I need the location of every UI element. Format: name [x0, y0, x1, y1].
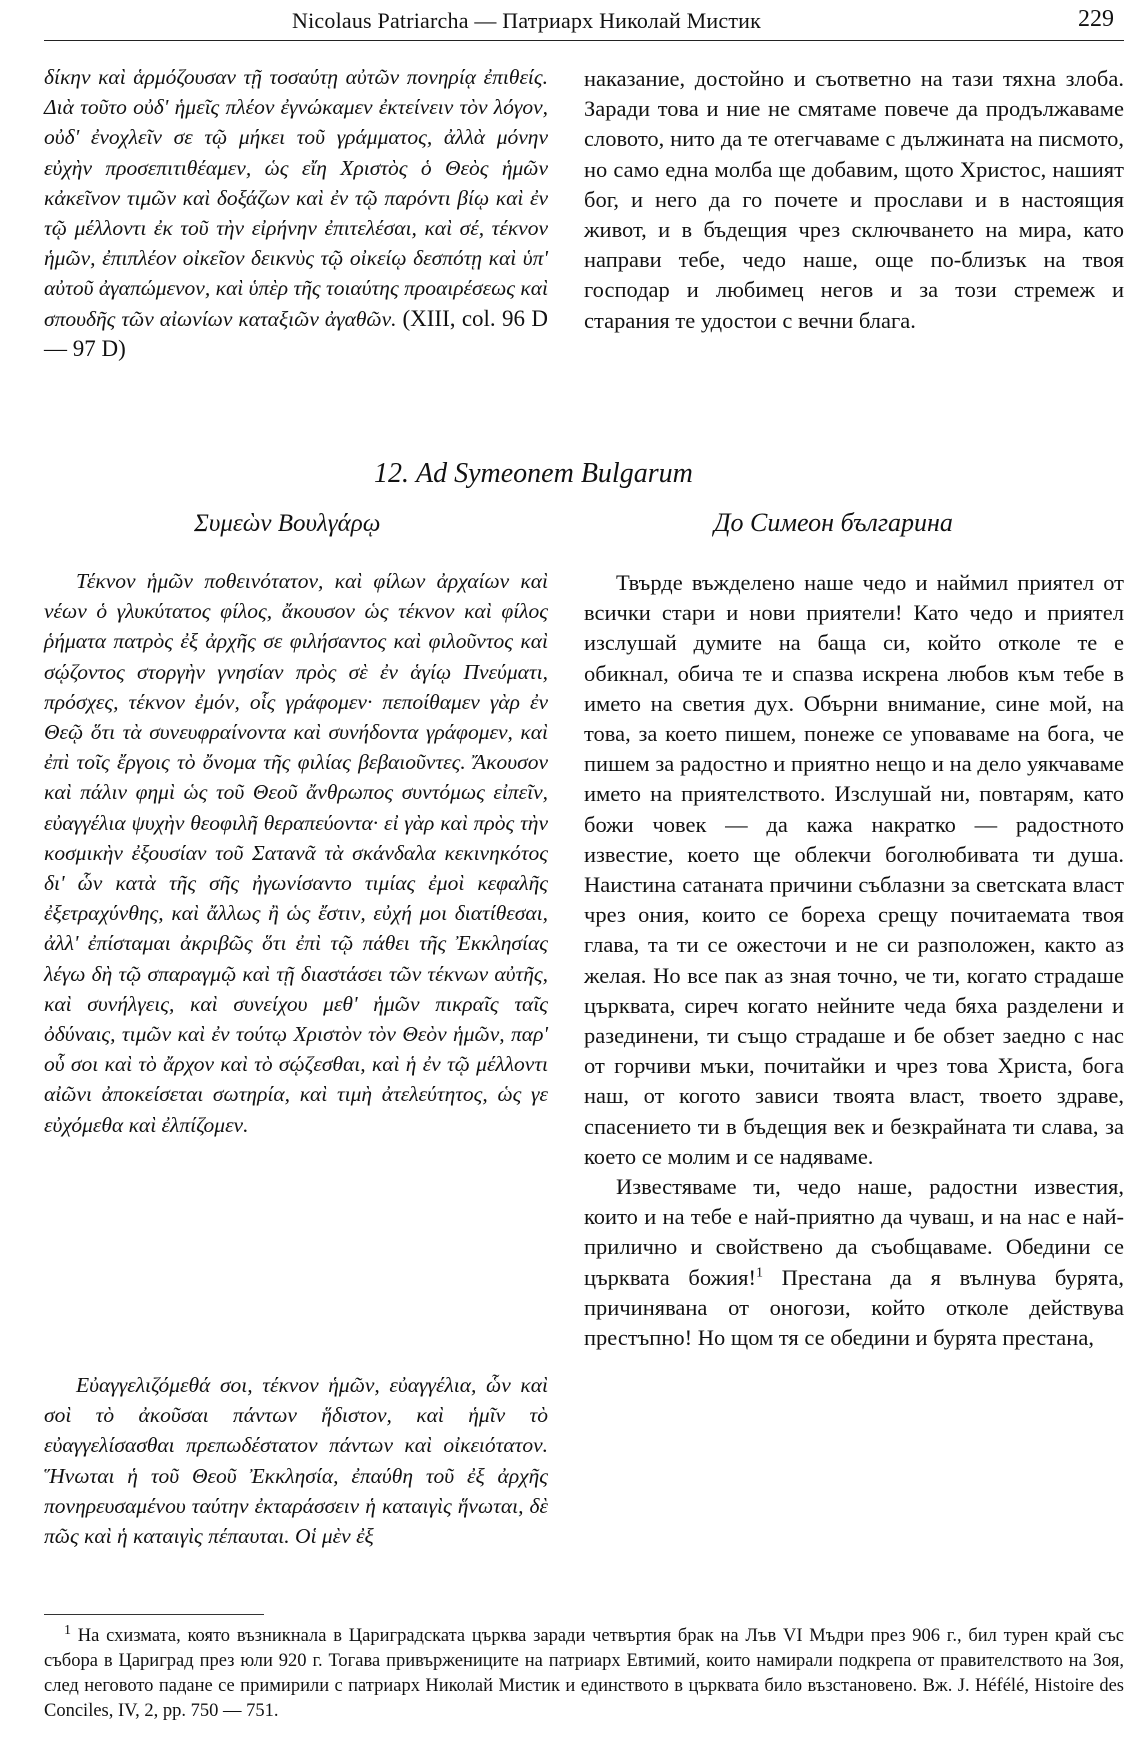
- greek-heading: Συμεὼν Βουλγάρῳ: [194, 510, 381, 537]
- citation: (XIII, col. 96 D — 97 D): [44, 305, 548, 361]
- footnote-mark: 1: [64, 1622, 71, 1638]
- page-number: 229: [1078, 6, 1114, 32]
- section-number: 12.: [374, 458, 409, 489]
- greek-column-body-2: [44, 1370, 548, 1551]
- book-page: [44, 0, 1140, 1762]
- greek-paragraph-2: Εὐαγγελιζόμεθά σοι, τέκνον ἡμῶν, εὐαγγέλια, ὧν καὶ σοὶ τὸ ἀκοῦσαι πάντων ἥδιστον, καὶ ἡμῖν τὸ εὐαγγελίσασθαι πρεπωδέστατον πάντων καὶ οἰκειότατον. Ἥνωται ἡ τοῦ Θεοῦ Ἐκκλησία, ἐπαύθη τοῦ ἐξ ἀρχῆς πονηρευσαμένου ταύτην ἐκταράσσειν ἡ καταιγὶς ἥνωται, δὲ πῶς καὶ ἡ καταιγὶς πέπαυται. Οἱ μὲν ἐξ: [44, 1373, 548, 1549]
- footnote-reference[interactable]: 1: [755, 1265, 763, 1281]
- greek-text: δίκην καὶ ἁρμόζουσαν τῇ τοσαύτῃ αὐτῶν πονηρίᾳ ἐπιθείς. Διὰ τοῦτο οὐδ' ἡμεῖς πλέον ἐγνώκαμεν ἐκτείνειν τὸν λόγον, οὐδ' ἐνοχλεῖν σε τῷ μήκει τοῦ γράμματος, ἀλλὰ μόνην εὐχὴν προσεπιτιθέαμεν, ὡς εἴη Χριστὸς ὁ Θεὸς ἡμῶν κἀκεῖνον τιμῶν καὶ δοξάζων καὶ ἐν τῷ παρόντι βίῳ καὶ ἐν τῷ μέλλοντι ἐκ τοῦ τὴν εἰρήνην ἐπιτελέσαι, καὶ σέ, τέκνον ἡμῶν, ἐπιπλέον οἰκεῖον δεικνὺς τῷ οἰκείῳ δεσπότῃ καὶ ὑπ' αὐτοῦ ἀγαπώμενον, καὶ ὑπὲρ τῆς τοιαύτης προαιρέσεως καὶ σπουδῆς τῶν αἰωνίων καταξιῶν ἀγαθῶν.: [44, 65, 548, 331]
- bulgarian-paragraph: наказание, достойно и съответно на тази тяхна злоба. Заради това и ние не смятаме повече да продължаваме словото, нито да те отегчаваме с дължината на писмото, но само една молба ще добавим, щото Христос, нашият бог, и него да го почете и прослави и в настоящия живот, и в бъдещия чрез сключването на мира, като направи тебе, чедо наше, още по-близък на твоя господар и любимец негов и за този стремеж и старания те удостои с вечни блага.: [584, 66, 1124, 333]
- section-name: Ad Symeonem Bulgarum: [416, 458, 693, 489]
- footnote-rule: [44, 1614, 264, 1615]
- greek-column-body: [44, 566, 548, 1140]
- footnote-text: [44, 1624, 1124, 1724]
- bulgarian-paragraph-2-text: Известяваме ти, чедо наше, радостни известия, които и на тебе е най-приятно да чуваш, и на нас е най-прилично и свойствено да съобщаваме. Обедини се църквата божия!: [584, 1174, 1124, 1290]
- bulgarian-column-body: [584, 568, 1124, 1353]
- running-title: Nicolaus Patriarcha — Патриарх Николай Мистик: [292, 8, 762, 33]
- bulgarian-paragraph-2-rest: Престана да я вълнува бурята, причинявана от оногози, който отколе действува престъпно! Но щом тя се обедини и бурята престана,: [584, 1264, 1124, 1351]
- bulgarian-paragraph-1: Твърде въжделено наше чедо и наймил приятел от всички стари и нови приятели! Като чедо и приятел изслушай думите на баща си, който отколе те е обикнал, обича те и спазва искрена любов към тебе в името на светия дух. Обърни внимание, сине мой, на това, за което пишем, понеже се уповаваме на бога, че пишем за радостно и приятно нещо и на дело уякчаваме името на приятелството. Изслушай ни, повтарям, като божи човек — да кажа накратко — радостното известие, което ще облекчи боголюбивата ти душа. Наистина сатаната причини съблазни за светската власт чрез ония, които се бореха срещу почитаемата твоя глава, та ти се ожесточи и не си разположен, както аз желая. Но все пак аз зная точно, че ти, когато страдаше църквата, сиреч когато нейните чеда бяха разделени и разединени, ти също страдаше и бе обзет заедно с нас от горчиви мъки, почитайки и чрез това Христа, бога наш, от когото зависи твоята власт, твоето здраве, спасението ти в бъдещия век и безкрайната ти слава, за което се молим и се надяваме.: [584, 570, 1124, 1169]
- bulgarian-heading: До Симеон българина: [714, 508, 953, 537]
- footnote: [44, 1624, 1124, 1724]
- footnote-body: На схизмата, която възникнала в Цариградската църква заради четвъртия брак на Лъв VI Мъдри през 906 г., бил турен край със събора в Цариград през юли 920 г. Тогава привържениците на патриарх Евтимий, които намирали подкрепа от правителството на Зоя, след неговото падане се примирили с патриарх Николай Мистик и единството в църквата било възстановено. Вж. J. Héfélé, Histoire des Conciles, IV, 2, pp. 750 — 751.: [44, 1626, 1124, 1721]
- bulgarian-paragraph-2: [584, 1172, 1124, 1353]
- bulgarian-column-top: [584, 64, 1124, 336]
- greek-column-top: [44, 62, 548, 364]
- greek-paragraph: [44, 62, 548, 364]
- running-header: [44, 6, 1124, 41]
- section-title: [374, 458, 693, 490]
- greek-paragraph-1: Τέκνον ἡμῶν ποθεινότατον, καὶ φίλων ἀρχαίων καὶ νέων ὁ γλυκύτατος φίλος, ἄκουσον ὡς τέκνον καὶ φίλος ῥήματα πατρὸς ἐξ ἀρχῆς σε φιλήσαντος καὶ φιλοῦντος καὶ σῴζοντος στοργὴν γνησίαν πρὸς σὲ ἐν ἁγίῳ Πνεύματι, πρόσχες, τέκνον ἐμόν, οἷς γράφομεν· πεποίθαμεν γὰρ ἐν Θεῷ ὅτι τὰ συνευφραίνοντα καὶ συνήδοντα γράφομεν, καὶ ἐπὶ τοῖς ἔργοις τὸ ὄνομα τῆς φιλίας βεβαιοῦντες. Ἄκουσον καὶ πάλιν φημὶ ὡς τοῦ Θεοῦ ἄνθρωπος συντόμως εἰπεῖν, εὐαγγέλια ψυχὴν θεοφιλῆ θεραπεύοντα· εἰ γὰρ καὶ πρὸς τὴν κοσμικὴν ἐξουσίαν τοῦ Σατανᾶ τὰ σκάνδαλα κεκινηκότος δι' ὧν κατὰ τῆς σῆς ἠγωνίσαντο τιμίας ἐμοὶ κεφαλῆς ἐξετραχύνθης, καὶ ἄλλως ἢ ὡς ἔστιν, εὐχή μοι διατίθεσαι, ἀλλ' ἐπίσταμαι ἀκριβῶς ὅτι ἐπὶ τῷ πάθει τῆς Ἐκκλησίας λέγω δὴ τῷ σπαραγμῷ καὶ τῇ διαστάσει τῶν τέκνων αὐτῆς, καὶ συνήλγεις, καὶ συνείχου μεθ' ἡμῶν πικραῖς ταῖς ὀδύναις, τιμῶν καὶ ἐν τούτῳ Χριστὸν τὸν Θεὸν ἡμῶν, παρ' οὗ σοι καὶ τὸ ἄρχον καὶ τὸ σῴζεσθαι, καὶ ἡ ἐν τῷ μέλλοντι αἰῶνι ἀποκείσεται σωτηρία, καὶ τιμὴ ἀτελεύτητος, ὡς γε εὐχόμεθα καὶ ἐλπίζομεν.: [44, 569, 548, 1137]
